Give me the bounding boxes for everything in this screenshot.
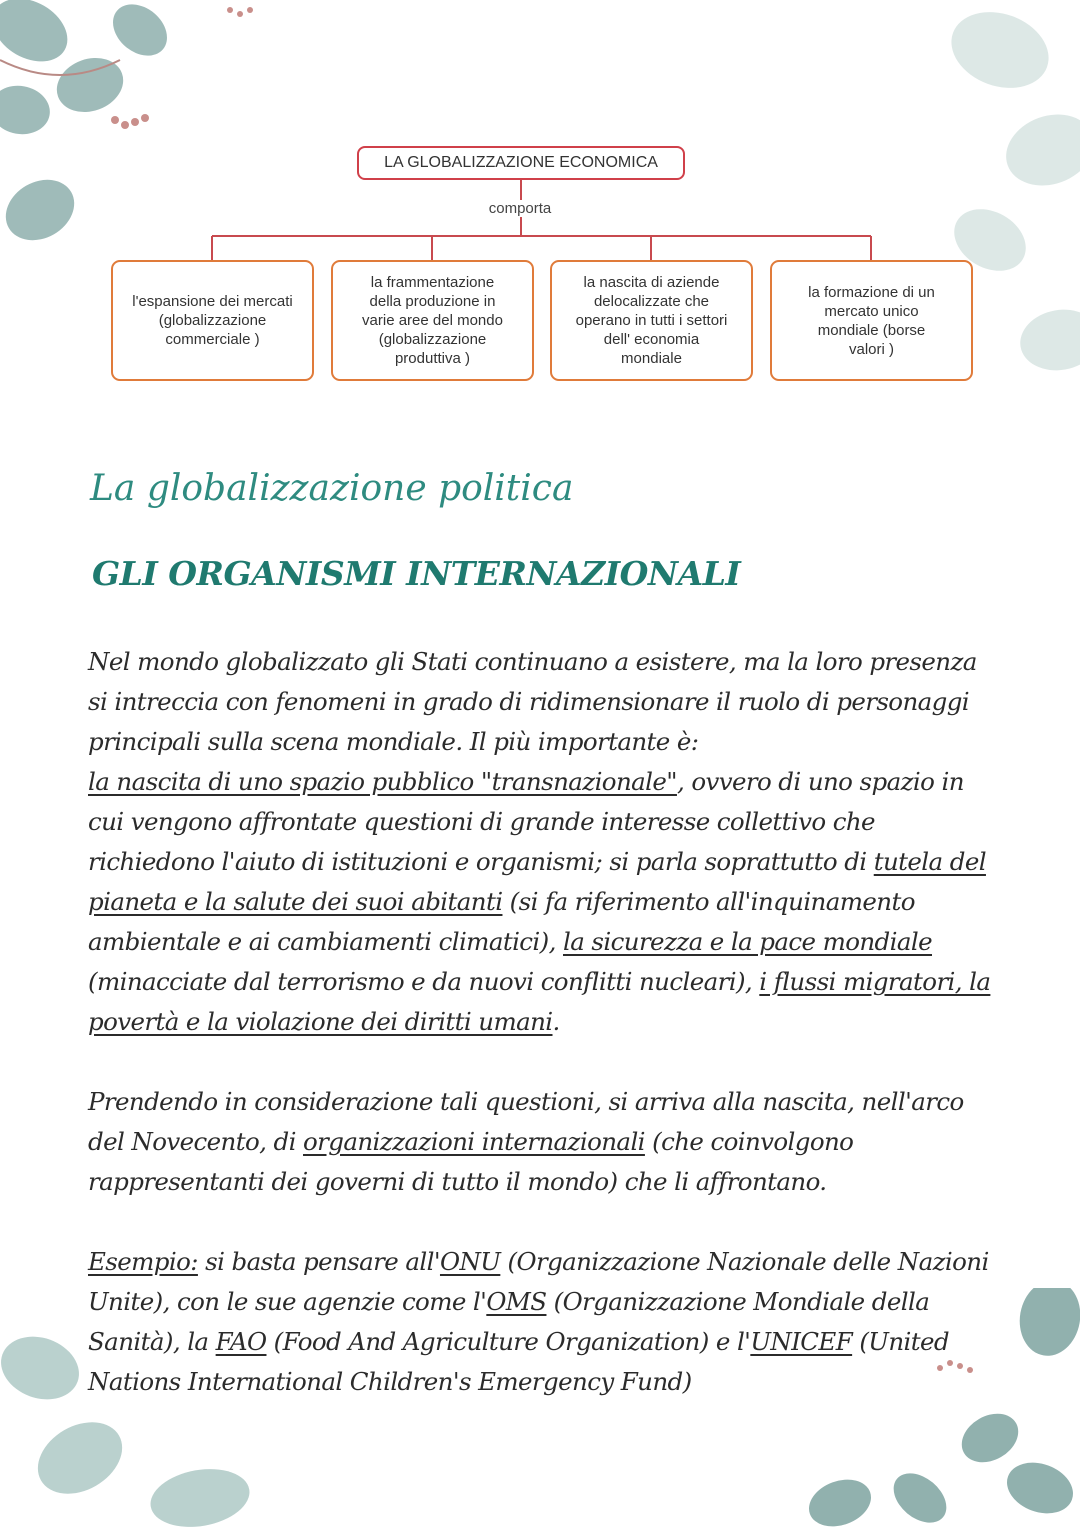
underlined-phrase: organizzazioni internazionali: [303, 1127, 645, 1156]
paragraph-organizzazioni: Prendendo in considerazione tali questioni, si arriva alla nascita, nell'arco del Novecento, di organizzazioni internazionali (che coinvolgono rappresentanti dei governi di tutto il mondo) che li affrontano.: [88, 1087, 964, 1196]
underlined-phrase: i flussi migratori, la povertà e la violazione dei diritti umani: [88, 967, 991, 1036]
underlined-phrase: la nascita di uno spazio pubblico "transnazionale": [88, 767, 677, 796]
concept-map-link-label: comporta: [470, 200, 570, 217]
underlined-phrase: la sicurezza e la pace mondiale: [563, 927, 932, 956]
underlined-phrase: OMS: [486, 1287, 547, 1316]
concept-map-node: [550, 260, 753, 381]
concept-map-root: LA GLOBALIZZAZIONE ECONOMICA: [357, 146, 685, 180]
underlined-phrase: Esempio:: [88, 1247, 198, 1276]
underlined-phrase: ONU: [439, 1247, 501, 1276]
concept-map: [0, 0, 1080, 400]
concept-map-node-text: la frammentazione della produzione in varie aree del mondo (globalizzazione produttiva ): [362, 274, 503, 367]
concept-map-node-text: l'espansione dei mercati (globalizzazione commerciale ): [132, 293, 293, 348]
paragraph-esempio: Esempio: si basta pensare all'ONU (Organizzazione Nazionale delle Nazioni Unite), con le sue agenzie come l'OMS (Organizzazione Mondiale della Sanità), la FAO (Food And Agriculture Organization) e l'UNICEF (United Nations International Children's Emergency Fund): [88, 1247, 989, 1396]
underlined-phrase: UNICEF: [750, 1327, 853, 1356]
section-heading: GLI ORGANISMI INTERNAZIONALI: [92, 554, 741, 593]
concept-map-node: [770, 260, 973, 381]
underlined-phrase: FAO: [215, 1327, 267, 1356]
concept-map-node: [331, 260, 534, 381]
underlined-phrase: tutela del pianeta e la salute dei suoi abitanti: [88, 847, 986, 916]
section-title: La globalizzazione politica: [90, 468, 574, 509]
concept-map-node-text: la nascita di aziende delocalizzate che operano in tutti i settori dell' economia mondiale: [575, 274, 728, 367]
concept-map-node: [111, 260, 314, 381]
concept-map-node-text: la formazione di un mercato unico mondiale (borse valori ): [808, 283, 935, 358]
paragraph-spazio-pubblico: Nel mondo globalizzato gli Stati continuano a esistere, ma la loro presenza si intreccia con fenomeni in grado di ridimensionare il ruolo di personaggi principali sulla scena mondiale. Il più importante è: la nascita di uno spazio pubblico "transnazionale", ovvero di uno spazio in cui vengono affrontate questioni di grande interesse collettivo che richiedono l'aiuto di istituzioni e organismi; si parla soprattutto di tutela del pianeta e la salute dei suoi abitanti (si fa riferimento all'inquinamento ambientale e ai cambiamenti climatici), la sicurezza e la pace mondiale (minacciate dal terrorismo e da nuovi conflitti nucleari), i flussi migratori, la povertà e la violazione dei diritti umani.: [88, 647, 991, 1036]
